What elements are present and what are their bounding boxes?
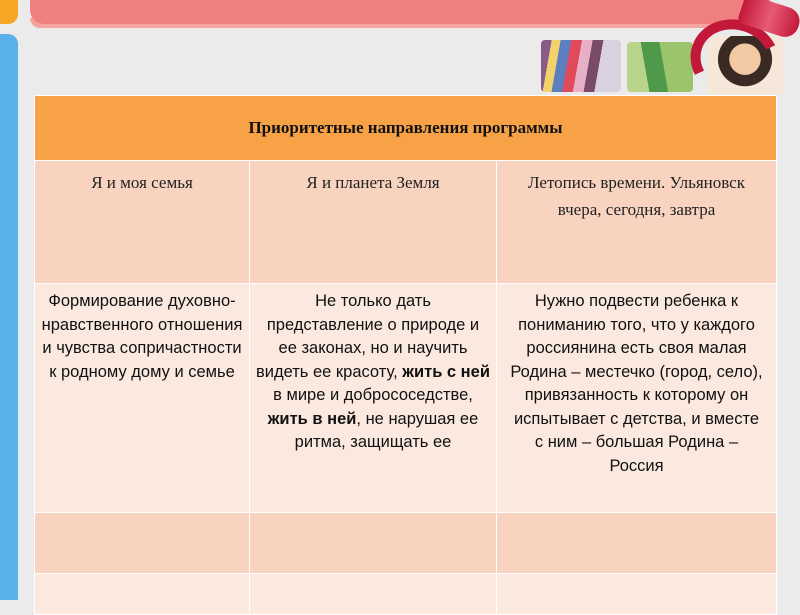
description-emphasis: жить с ней [402, 362, 490, 381]
table-header-row [35, 96, 777, 161]
description-emphasis: жить в ней [267, 409, 357, 428]
description-chronicle-text: Нужно подвести ребенка к пониманию того, что у каждого россиянина есть своя малая Родина – местечко (город, село), привязанность к которому он испытывает с детства, и вместе с ним – большая Родина – Россия [510, 292, 763, 475]
category-family-label: Я и моя семья [91, 173, 193, 192]
empty-row [35, 513, 777, 574]
category-family [35, 161, 250, 284]
program-directions-table [34, 95, 777, 615]
side-accent-blue [0, 34, 18, 600]
description-text-part: в мире и добрососедстве, [273, 386, 473, 404]
description-text-part: , не нарушая ее ритма, защищать ее [294, 409, 479, 451]
category-planet-earth-label: Я и планета Земля [306, 173, 440, 192]
pencils-photo-icon [627, 42, 693, 92]
empty-row [35, 574, 777, 615]
description-family [35, 284, 250, 513]
description-planet-earth [250, 284, 497, 513]
category-row [35, 161, 777, 284]
empty-cell [250, 513, 497, 574]
empty-cell [250, 574, 497, 615]
description-planet-earth-text [250, 290, 496, 455]
category-planet-earth [250, 161, 497, 284]
empty-cell [497, 513, 777, 574]
description-row [35, 284, 777, 513]
description-chronicle [497, 284, 777, 513]
table-title: Приоритетные направления программы [35, 96, 777, 161]
empty-cell [497, 574, 777, 615]
top-banner [30, 0, 770, 24]
description-text-part: Не только дать представление о природе и ее законах, но и научить видеть ее красоту, [256, 292, 480, 381]
empty-cell [35, 513, 250, 574]
category-chronicle [497, 161, 777, 284]
crayons-photo-icon [541, 40, 621, 92]
description-family-text: Формирование духовно-нравственного отношения и чувства сопричастности к родному дому и семье [41, 292, 243, 381]
empty-cell [35, 574, 250, 615]
corner-accent-orange [0, 0, 18, 24]
category-chronicle-label: Летопись времени. Ульяновск вчера, сегодня, завтра [528, 173, 745, 219]
